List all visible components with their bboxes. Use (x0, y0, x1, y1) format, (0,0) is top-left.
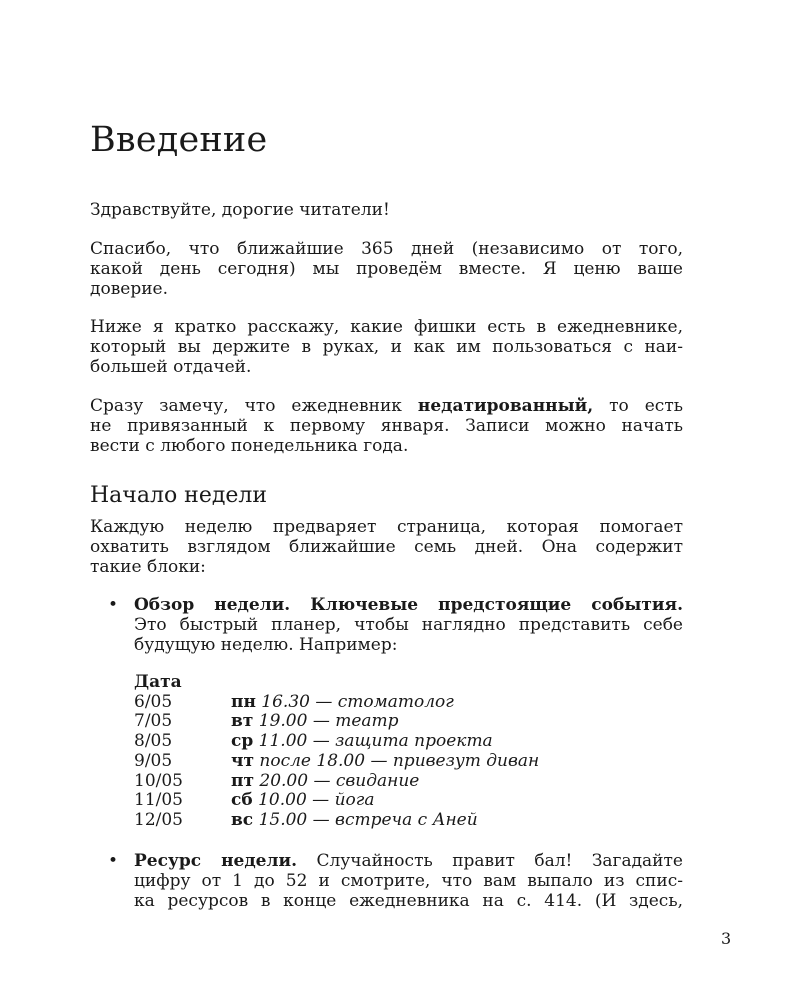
list-item-week-overview (134, 595, 683, 655)
text-line: Спасибо, что ближайшие 365 дней (независимо от того, (90, 239, 683, 259)
schedule-date: 9/05 (134, 750, 173, 771)
text-line: охватить взглядом ближайшие семь дней. Она содержит (90, 537, 683, 557)
schedule-day: вт (231, 711, 254, 732)
bullet-marker: • (108, 851, 119, 871)
schedule-event: 15.00 — встреча с Аней (258, 809, 478, 830)
text-fragment: то есть (593, 396, 683, 416)
text-line: доверие. (90, 279, 169, 299)
schedule-date: 11/05 (134, 790, 183, 811)
schedule-row (134, 732, 539, 752)
schedule-date: 8/05 (134, 731, 173, 752)
greeting-line: Здравствуйте, дорогие читатели! (90, 200, 390, 220)
page-number: 3 (721, 929, 732, 948)
section-intro-paragraph (90, 517, 683, 577)
schedule-event: 11.00 — защита проекта (258, 731, 493, 752)
schedule-day: сб (231, 790, 253, 811)
text-line: какой день сегодня) мы проведём вместе. Я ценю ваше (90, 259, 683, 279)
text-line: ка ресурсов в конце ежедневника на с. 414. (И здесь, (134, 891, 683, 911)
undated-paragraph (90, 396, 683, 456)
schedule-date: 6/05 (134, 691, 173, 712)
undated-emphasis: недатированный, (417, 396, 594, 416)
text-line: Каждую неделю предваряет страница, которая помогает (90, 517, 683, 537)
text-line: такие блоки: (90, 557, 206, 577)
text-line: Это быстрый планер, чтобы наглядно представить себе (134, 615, 683, 635)
text-line: Ниже я кратко расскажу, какие фишки есть в ежедневнике, (90, 317, 683, 337)
schedule-header (134, 673, 539, 693)
schedule-row (134, 811, 539, 831)
schedule-row (134, 772, 539, 792)
text-line (134, 851, 683, 871)
text-line: вести с любого понедельника года. (90, 436, 409, 456)
item-heading-text: Обзор недели. Ключевые предстоящие события. (134, 595, 683, 615)
text-fragment: Случайность правит бал! Загадайте (296, 851, 683, 871)
schedule-day: вс (231, 809, 254, 830)
text-line: цифру от 1 до 52 и смотрите, что вам выпало из спис- (134, 871, 683, 891)
schedule-day: чт (231, 750, 254, 771)
thanks-paragraph (90, 239, 683, 299)
schedule-event: 19.00 — театр (258, 711, 399, 732)
text-line: не привязанный к первому января. Записи можно начать (90, 416, 683, 436)
page-title: Введение (90, 120, 268, 160)
greeting-paragraph (90, 200, 683, 220)
schedule-event: 10.00 — йога (258, 790, 375, 811)
schedule-day: пн (231, 691, 256, 712)
schedule-day: ср (231, 731, 254, 752)
schedule-row (134, 693, 539, 713)
bullet-marker: • (108, 595, 119, 615)
text-line: будущую неделю. Например: (134, 635, 398, 655)
section-title: Начало недели (90, 483, 268, 508)
text-line (90, 396, 683, 416)
schedule-event: после 18.00 — привезут диван (259, 750, 540, 771)
schedule-header-label: Дата (134, 672, 182, 692)
item-heading-text: Ресурс недели. (134, 851, 297, 871)
text-line: большей отдачей. (90, 357, 252, 377)
schedule-event: 20.00 — свидание (259, 770, 420, 791)
text-line: который вы держите в руках, и как им пользоваться с наи- (90, 337, 683, 357)
schedule-date: 12/05 (134, 809, 183, 830)
list-item-week-resource (134, 851, 683, 911)
week-schedule (134, 673, 539, 831)
schedule-row (134, 712, 539, 732)
schedule-row (134, 791, 539, 811)
schedule-date: 10/05 (134, 770, 183, 791)
features-paragraph (90, 317, 683, 377)
schedule-day: пт (231, 770, 254, 791)
item-heading (134, 595, 683, 615)
schedule-date: 7/05 (134, 711, 173, 732)
text-fragment: Сразу замечу, что ежедневник (90, 396, 418, 416)
schedule-event: 16.30 — стоматолог (261, 691, 454, 712)
schedule-row (134, 752, 539, 772)
